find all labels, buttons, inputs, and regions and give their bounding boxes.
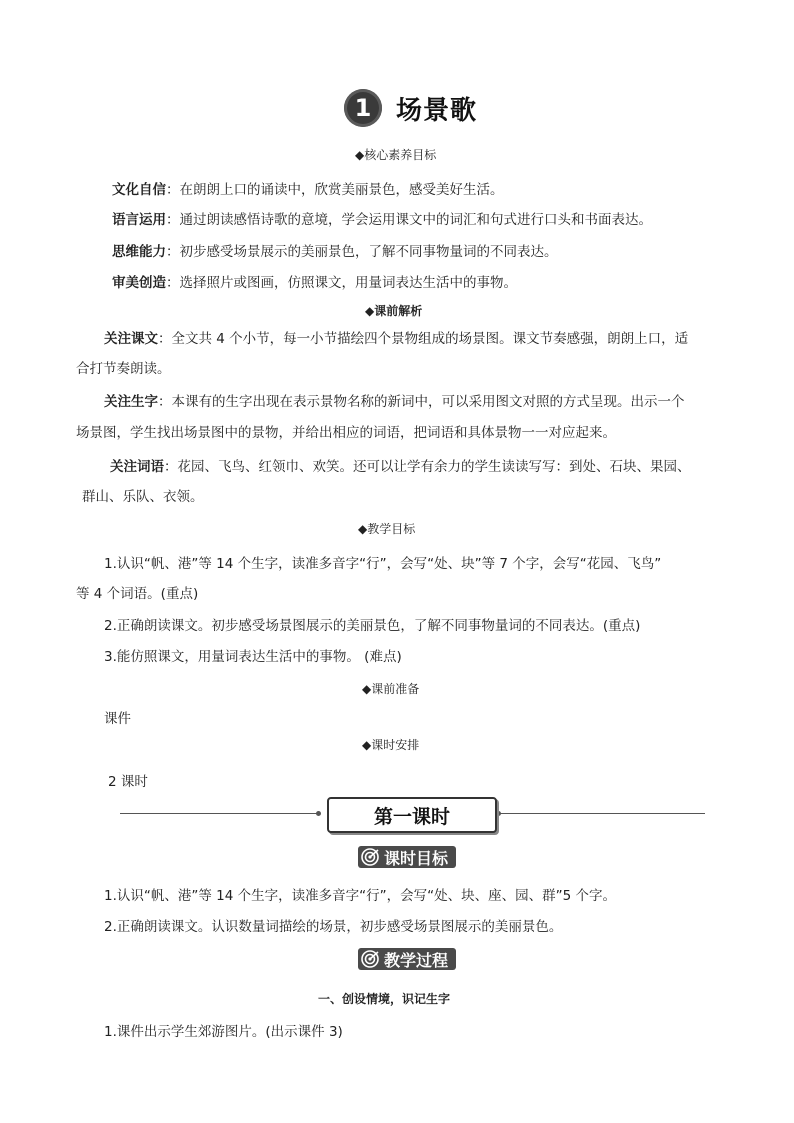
char-focus-line2: 场景图，学生找出场景图中的景物，并给出相应的词语，把词语和具体景物一一对应起来。 bbox=[76, 425, 616, 441]
target-icon bbox=[360, 847, 380, 867]
section-heading-schedule: ◆课时安排 bbox=[362, 738, 420, 752]
teaching-goal-1-line2: 等 4 个词语。(重点) bbox=[76, 586, 199, 602]
text-focus-line1 bbox=[104, 327, 688, 347]
core-goal-text: ：选择照片或图画，仿照课文，用量词表达生活中的事物。 bbox=[166, 275, 517, 291]
lesson-goals-badge bbox=[358, 846, 456, 868]
core-goal-label: 语言运用 bbox=[112, 212, 166, 228]
word-focus-text: ：花园、飞鸟、红领巾、欢笑。还可以让学有余力的学生读读写写：到处、石块、果园、 bbox=[164, 459, 691, 475]
char-focus-text: ：本课有的生字出现在表示景物名称的新词中，可以采用图文对照的方式呈现。出示一个 bbox=[158, 394, 685, 410]
core-goal-label: 审美创造 bbox=[112, 275, 166, 291]
text-focus-label: 关注课文 bbox=[104, 331, 158, 347]
first-lesson-heading: 第一课时 bbox=[327, 797, 497, 833]
core-goal-text: ：在朗朗上口的诵读中，欣赏美丽景色，感受美好生活。 bbox=[166, 182, 504, 198]
schedule-text: 2 课时 bbox=[108, 774, 148, 790]
lesson-title-text: 场景歌 bbox=[396, 95, 478, 126]
word-focus-line1 bbox=[110, 455, 691, 475]
core-goal-text: ：通过朗读感悟诗歌的意境，学会运用课文中的词汇和句式进行口头和书面表达。 bbox=[166, 212, 652, 228]
section-heading-pre-analysis: ◆课前解析 bbox=[365, 304, 423, 318]
section-heading-preparation: ◆课前准备 bbox=[362, 682, 420, 696]
core-goal-label: 文化自信 bbox=[112, 182, 166, 198]
char-focus-label: 关注生字 bbox=[104, 394, 158, 410]
divider-dot-left bbox=[316, 811, 321, 816]
section-heading-teaching-goals: ◆教学目标 bbox=[358, 522, 416, 536]
step1-title: 一、创设情境，识记生字 bbox=[318, 992, 451, 1006]
teaching-goal-3: 3.能仿照课文，用量词表达生活中的事物。 (难点) bbox=[104, 649, 402, 665]
target-icon bbox=[360, 949, 380, 969]
lesson-number-badge: 1 bbox=[344, 89, 382, 127]
core-goal-aesthetic bbox=[112, 271, 517, 291]
text-focus-line2: 合打节奏朗读。 bbox=[76, 361, 171, 377]
preparation-text: 课件 bbox=[104, 711, 131, 727]
teaching-goal-1-line1: 1.认识“帆、港”等 14 个生字，读准多音字“行”，会写“处、块”等 7 个字，会写“花园、飞鸟” bbox=[104, 556, 662, 572]
char-focus-line1 bbox=[104, 390, 685, 410]
divider-left bbox=[120, 813, 320, 814]
core-goal-thinking bbox=[112, 240, 558, 260]
section-heading-core-goals: ◆核心素养目标 bbox=[355, 148, 437, 162]
lesson-goal-1: 1.认识“帆、港”等 14 个生字，读准多音字“行”，会写“处、块、座、园、群”5 个字。 bbox=[104, 888, 616, 904]
divider-right bbox=[500, 813, 705, 814]
lesson-goal-2: 2.正确朗读课文。认识数量词描绘的场景，初步感受场景图展示的美丽景色。 bbox=[104, 919, 563, 935]
teaching-process-badge bbox=[358, 948, 456, 970]
text-focus-text: ：全文共 4 个小节，每一小节描绘四个景物组成的场景图。课文节奏感强，朗朗上口，适 bbox=[158, 331, 689, 347]
word-focus-line2: 群山、乐队、衣领。 bbox=[82, 489, 204, 505]
lesson-title bbox=[344, 88, 477, 128]
teaching-goal-2: 2.正确朗读课文。初步感受场景图展示的美丽景色，了解不同事物量词的不同表达。(重点) bbox=[104, 618, 641, 634]
core-goal-culture bbox=[112, 178, 504, 198]
step1-item1: 1.课件出示学生郊游图片。(出示课件 3) bbox=[104, 1024, 343, 1040]
core-goal-label: 思维能力 bbox=[112, 244, 166, 260]
word-focus-label: 关注词语 bbox=[110, 459, 164, 475]
core-goal-language bbox=[112, 208, 652, 228]
lesson-goals-badge-label: 课时目标 bbox=[384, 848, 449, 868]
teaching-process-badge-label: 教学过程 bbox=[384, 950, 449, 970]
core-goal-text: ：初步感受场景展示的美丽景色，了解不同事物量词的不同表达。 bbox=[166, 244, 558, 260]
